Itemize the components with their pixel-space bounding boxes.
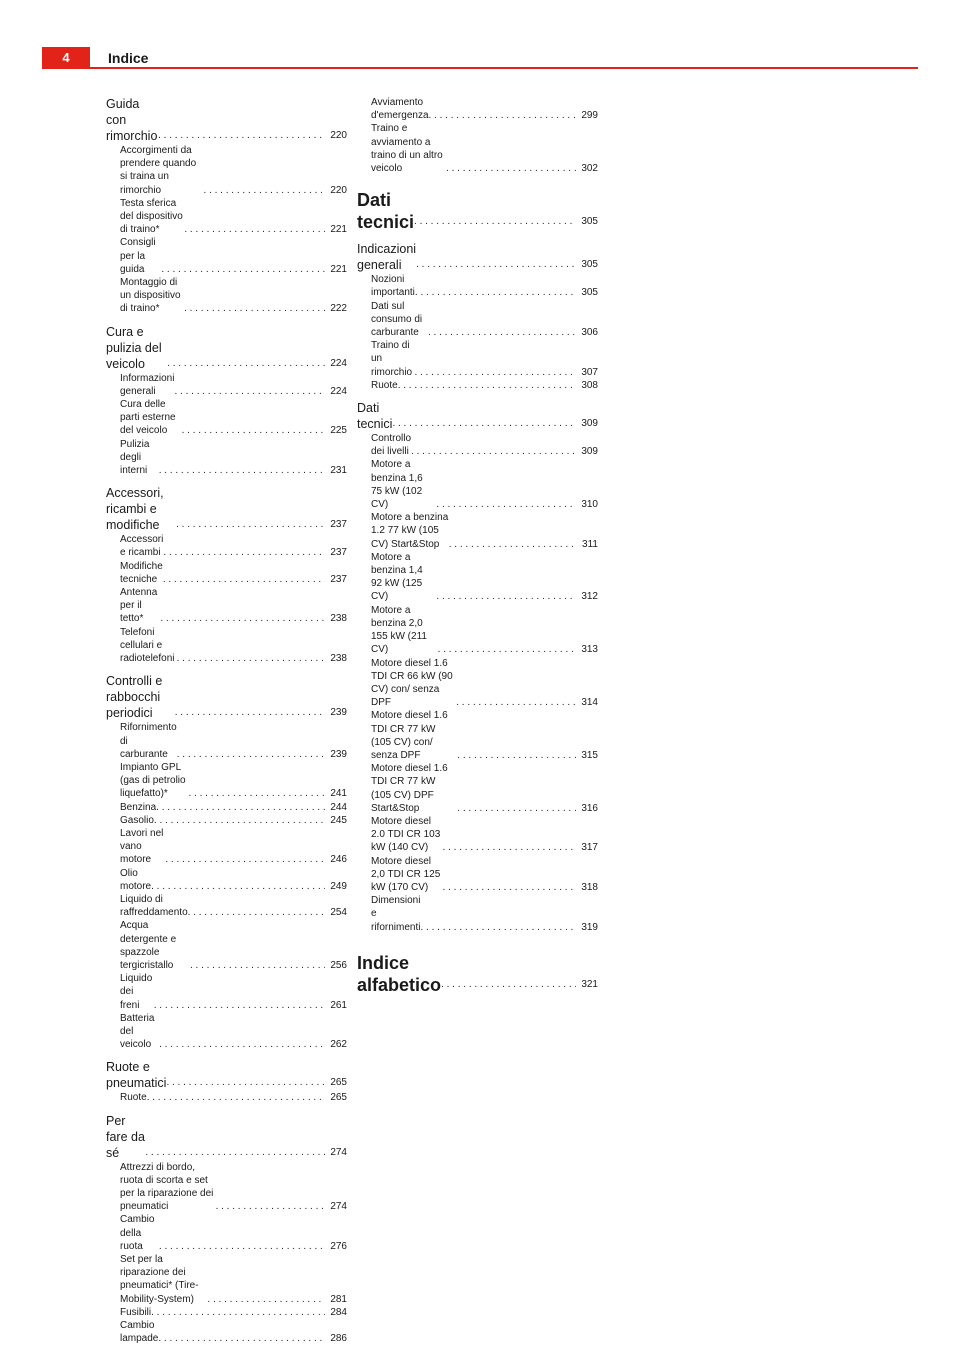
dot-leader [177,748,325,761]
toc-entry-sub[interactable] [357,432,598,458]
toc-entry-sub[interactable] [106,814,347,827]
toc-entry-page: 238 [330,653,347,665]
toc-entry-sub[interactable] [357,709,598,762]
page-number-tab [42,47,90,68]
dot-leader [457,802,576,815]
toc-entry-page: 237 [330,547,347,559]
dot-leader [163,573,325,586]
dot-leader [188,906,325,919]
toc-entry-title: Rifornimento di carburante [120,722,177,760]
toc-entry-page: 241 [330,788,347,800]
dot-leader [190,959,325,972]
toc-entry-sub[interactable] [106,144,347,197]
page-title: Indice [108,50,149,66]
dot-leader [216,1200,325,1213]
toc-entry-sub[interactable] [106,1306,347,1319]
toc-entry-title: Lavori nel vano motore [120,827,164,866]
dot-leader [154,999,325,1012]
toc-entry-sub[interactable] [357,339,598,379]
toc-entry-page: 262 [330,1039,347,1051]
toc-entry-title: Modifiche tecniche [120,560,163,585]
toc-entry-title: Motore diesel 2,0 TDI CR 125 kW (170 CV) [371,855,441,893]
toc-entry-page: 220 [330,184,347,196]
toc-entry-sub[interactable] [106,1253,347,1306]
toc-entry-page: 314 [581,697,598,709]
toc-entry-sub[interactable] [106,372,347,398]
toc-entry-title: Batteria del veicolo [120,1012,155,1051]
toc-entry-title: Per fare da sé [106,1113,145,1160]
dot-leader [415,286,576,299]
dot-leader [145,1145,325,1161]
toc-entry-title: Dati tecnici [357,190,415,233]
toc-entry-sub[interactable] [106,972,347,1012]
toc-entry-page: 274 [330,1201,347,1213]
toc-column-left [106,96,347,1345]
toc-entry-sub[interactable] [357,458,598,511]
dot-leader [184,223,325,236]
dot-leader [175,705,325,721]
toc-entry-title: Benzina [120,801,157,813]
toc-entry-sub[interactable] [106,197,347,237]
toc-entry-sec[interactable] [357,241,598,273]
toc-entry-title: Set per la riparazione dei pneumatici* (Tire-Mobility-System) [120,1254,199,1305]
toc-entry-sec[interactable] [357,400,598,432]
toc-entry-sub[interactable] [106,236,347,276]
toc-entry-title: Motore diesel 1.6 TDI CR 77 kW (105 CV) con/ senza DPF [371,710,448,761]
toc-entry-title: Dati tecnici [357,401,393,432]
toc-entry-title: Liquido dei freni [120,973,153,1011]
toc-entry-title: Impianto GPL (gas di petrolio liquefatto)* [120,761,186,800]
toc-entry-title: Gasolio [120,814,154,826]
toc-entry-title: Informazioni generali [120,372,175,397]
toc-entry-title: Liquido di raffreddamento [120,893,188,919]
dot-leader [165,853,325,866]
toc-entry-page: 274 [330,1146,347,1158]
toc-entry-sub[interactable] [106,560,347,586]
toc-entry-sub[interactable] [357,300,598,340]
dot-leader [416,257,576,273]
header-divider [42,67,918,69]
toc-entry-page: 221 [330,224,347,236]
toc-entry-sec[interactable] [106,1113,347,1161]
toc-entry-page: 246 [330,854,347,866]
toc-entry-title: Montaggio di un dispositivo di traino* [120,277,181,315]
toc-entry-page: 319 [581,921,598,933]
toc-entry-page: 313 [581,644,598,656]
toc-entry-page: 220 [330,130,347,141]
toc-entry-title: Traino e avviamento a traino di un altro veicolo [371,123,443,175]
dot-leader [176,517,325,533]
toc-entry-page: 245 [330,814,347,826]
toc-entry-title: Cura delle parti esterne del veicolo [120,399,176,437]
toc-entry-title: Motore a benzina 1,6 75 kW (102 CV) [371,459,423,511]
toc-entry-sub[interactable] [357,273,598,299]
toc-entry-sub[interactable] [106,1319,347,1345]
toc-entry-title: Cura e pulizia del veicolo [106,324,162,371]
dot-leader [436,590,576,603]
toc-entry-page: 308 [581,379,598,391]
dot-leader [207,1293,325,1306]
toc-entry-page: 237 [330,519,347,531]
toc-entry-sub[interactable] [106,721,347,761]
toc-entry-page: 305 [581,216,598,228]
toc-entry-page: 231 [330,465,347,477]
dot-leader [457,749,576,762]
dot-leader [449,538,576,551]
toc-entry-page: 256 [330,959,347,971]
dot-leader [159,464,325,477]
toc-entry-big[interactable] [357,952,598,996]
dot-leader [163,546,325,559]
dot-leader [414,366,576,379]
toc-entry-page: 261 [330,999,347,1011]
toc-entry-sub[interactable] [357,511,598,551]
toc-entry-title: Nozioni importanti [371,274,415,299]
dot-leader [174,385,325,398]
toc-entry-sec[interactable] [106,96,347,144]
toc-column-right [357,96,598,996]
dot-leader [188,787,325,800]
toc-entry-title: Ruote [120,1092,147,1104]
toc-entry-sub[interactable] [106,586,347,626]
toc-entry-page: 309 [581,418,598,430]
toc-entry-page: 254 [330,907,347,919]
toc-entry-sub[interactable] [106,1213,347,1253]
dot-leader [428,326,576,339]
toc-entry-title: Fusibili [120,1306,152,1318]
dot-leader [182,424,325,437]
toc-entry-page: 249 [330,880,347,892]
toc-entry-title: Acqua detergente e spazzole tergicristallo [120,920,177,971]
toc-entry-title: Indicazioni generali [357,242,417,273]
dot-leader [446,162,576,175]
toc-entry-title: Dimensioni e rifornimenti [371,895,421,933]
toc-entry-page: 305 [581,287,598,299]
dot-leader [443,881,576,894]
toc-entry-title: Testa sferica del dispositivo di traino* [120,197,183,236]
toc-entry-title: Consigli per la guida [120,237,156,275]
toc-entry-page: 318 [581,881,598,893]
toc-entry-title: Accorgimenti da prendere quando si traina un rimorchio [120,145,197,196]
dot-leader [436,498,576,511]
dot-leader [184,302,325,315]
toc-entry-page: 238 [330,613,347,625]
toc-entry-title: Ruote e pneumatici [106,1060,167,1091]
toc-entry-title: Traino di un rimorchio [371,340,413,378]
toc-entry-page: 239 [330,748,347,760]
toc-entry-page: 225 [330,425,347,437]
toc-entry-title: Ruote [371,379,398,391]
toc-entry-sub[interactable] [357,894,598,934]
toc-entry-page: 307 [581,366,598,378]
toc-entry-page: 276 [330,1240,347,1252]
toc-entry-sec[interactable] [106,673,347,721]
toc-entry-title: Attrezzi di bordo, ruota di scorta e set per la riparazione dei pneumatici [120,1161,214,1213]
toc-entry-title: Motore diesel 1.6 TDI CR 66 kW (90 CV) con/ senza DPF [371,657,453,709]
toc-entry-title: Dati sul consumo di carburante [371,300,423,339]
dot-leader [159,1240,325,1253]
dot-leader [166,1075,325,1091]
toc-entry-sec[interactable] [106,1059,347,1091]
toc-entry-sub[interactable] [357,762,598,815]
toc-entry-page: 310 [581,499,598,511]
dot-leader [158,128,325,144]
dot-leader [154,814,325,827]
dot-leader [161,263,325,276]
toc-entry-sub[interactable] [357,379,598,392]
toc-entry-sub[interactable] [106,626,347,666]
toc-entry-sub[interactable] [106,919,347,972]
toc-entry-page: 299 [581,110,598,122]
toc-entry-page: 222 [330,303,347,315]
toc-entry-sub[interactable] [106,438,347,478]
dot-leader [151,1306,325,1319]
toc-entry-page: 281 [330,1293,347,1305]
dot-leader [398,379,576,392]
dot-leader [411,445,576,458]
toc-entry-page: 311 [582,538,598,550]
dot-leader [167,356,325,372]
toc-entry-page: 224 [330,385,347,397]
dot-leader [203,184,325,197]
dot-leader [160,612,325,625]
toc-entry-title: Guida con rimorchio [106,97,158,143]
toc-entry-big[interactable] [357,189,598,233]
toc-entry-page: 316 [581,802,598,814]
dot-leader [156,801,325,814]
toc-entry-title: Pulizia degli interni [120,438,150,477]
dot-leader [420,921,576,934]
toc-entry-sub[interactable] [106,1091,347,1104]
toc-entry-sub[interactable] [106,761,347,801]
toc-entry-page: 221 [330,263,347,275]
toc-entry-page: 224 [330,357,347,369]
toc-entry-sub[interactable] [106,827,347,867]
toc-entry-sub[interactable] [106,893,347,919]
toc-entry-sub[interactable] [357,815,598,855]
toc-entry-title: Motore a benzina 2,0 155 kW (211 CV) [371,604,427,656]
toc-entry-sub[interactable] [106,801,347,814]
toc-entry-title: Motore a benzina 1,4 92 kW (125 CV) [371,551,423,603]
toc-entry-sub[interactable] [357,657,598,710]
toc-entry-title: Controllo dei livelli [371,433,412,458]
toc-entry-title: Olio motore [120,867,152,892]
dot-leader [147,1091,325,1104]
dot-leader [158,1332,325,1345]
dot-leader [443,841,576,854]
toc-entry-sub[interactable] [357,96,598,122]
toc-entry-page: 302 [581,163,598,175]
toc-entry-page: 237 [330,573,347,585]
toc-entry-page: 309 [581,446,598,458]
toc-entry-page: 239 [330,707,347,719]
dot-leader [159,1038,325,1051]
toc-entry-page: 305 [581,259,598,271]
toc-entry-title: Controlli e rabbocchi periodici [106,674,163,721]
toc-entry-sub[interactable] [106,1161,347,1214]
toc-entry-page: 317 [581,842,598,854]
toc-entry-page: 265 [330,1092,347,1104]
dot-leader [456,696,576,709]
dot-leader [414,211,576,233]
toc-entry-page: 284 [330,1306,347,1318]
toc-entry-title: Motore diesel 1.6 TDI CR 77 kW (105 CV) DPF Start&Stop [371,763,448,814]
dot-leader [177,652,325,665]
dot-leader [151,880,325,893]
dot-leader [429,109,577,122]
toc-entry-page: 312 [581,591,598,603]
toc-entry-page: 265 [330,1077,347,1089]
toc-entry-page: 286 [330,1333,347,1345]
toc-entry-title: Avviamento d'emergenza [371,97,429,122]
toc-entry-title: Accessori, ricambi e modifiche [106,486,164,533]
toc-entry-sub[interactable] [357,551,598,604]
toc-entry-page: 321 [581,978,598,990]
toc-entry-sub[interactable] [357,604,598,657]
toc-entry-sub[interactable] [357,855,598,895]
toc-entry-page: 315 [581,749,598,761]
toc-entry-sub[interactable] [357,122,598,175]
toc-entry-sub[interactable] [106,867,347,893]
page-number: 4 [62,50,70,65]
toc-entry-title: Motore a benzina 1.2 77 kW (105 CV) Start&Stop [371,512,449,550]
toc-entry-title: Cambio lampade [120,1320,159,1345]
toc-entry-sub[interactable] [106,533,347,559]
toc-entry-sec[interactable] [106,324,347,372]
toc-entry-title: Indice alfabetico [357,952,442,995]
dot-leader [441,974,576,996]
dot-leader [392,416,576,432]
toc-entry-page: 244 [330,801,347,813]
toc-entry-title: Telefoni cellulari e radiotelefoni [120,626,175,665]
toc-entry-sec[interactable] [106,485,347,533]
toc-entry-sub[interactable] [106,1012,347,1052]
toc-entry-page: 306 [581,327,598,339]
toc-entry-sub[interactable] [106,398,347,438]
toc-entry-title: Cambio della ruota [120,1214,155,1252]
toc-entry-title: Accessori e ricambi [120,534,164,559]
toc-entry-sub[interactable] [106,276,347,316]
toc-entry-title: Motore diesel 2.0 TDI CR 103 kW (140 CV) [371,815,441,854]
toc-entry-title: Antenna per il tetto* [120,587,158,625]
dot-leader [438,643,576,656]
